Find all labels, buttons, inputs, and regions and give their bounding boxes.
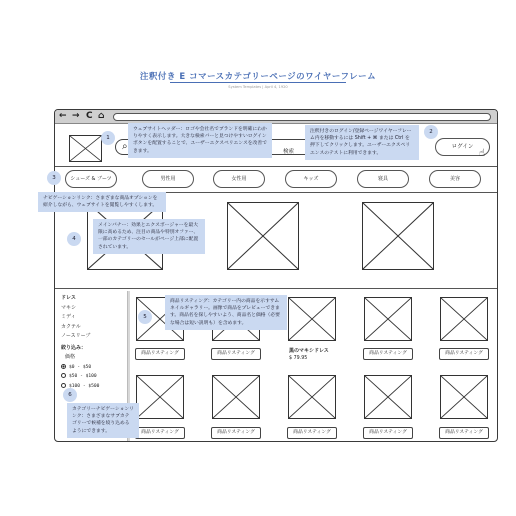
annotation-badge-3: 3	[47, 171, 61, 185]
product-image[interactable]	[364, 297, 412, 341]
forward-arrow-icon[interactable]: →	[72, 111, 80, 121]
annotation-6: カテゴリーナビゲーションリンク：さまざまなサブカテゴリーで候補を絞り込めるようにできます。	[67, 403, 139, 438]
annotation-badge-6: 6	[63, 388, 77, 402]
page-title: 注釈付き E コマースカテゴリーページのワイヤーフレーム	[139, 72, 377, 82]
title-underline	[170, 82, 346, 83]
nav-shoes-boots[interactable]: シューズ & ブーツ	[65, 170, 117, 188]
product-listing-button[interactable]: 商品リスティング	[211, 348, 261, 360]
product-image[interactable]	[288, 375, 336, 419]
price-label: 価格	[65, 354, 76, 360]
annotation-badge-1: 1	[101, 131, 115, 145]
product-image[interactable]	[440, 297, 488, 341]
filter-title: 絞り込み：	[61, 344, 87, 351]
product-listing-button[interactable]: 商品リスティング	[363, 348, 413, 360]
annotation-1: ウェブサイトヘッダー：ロゴや会社名でブランドを明確にわかりやすく表示します。大きな検索バーと見つけやすいログインボタンを配置することで、ユーザーエクスペリエンスを改善できます。	[128, 123, 272, 158]
banner-image[interactable]	[227, 202, 299, 270]
hand-cursor-icon: ☝	[479, 148, 486, 159]
product-price: $ 79.95	[289, 356, 308, 361]
browser-toolbar	[55, 110, 497, 124]
radio-icon[interactable]	[61, 383, 66, 388]
nav-men[interactable]: 男性用	[142, 170, 194, 188]
annotation-badge-5: 5	[138, 310, 152, 324]
product-name[interactable]: 黒のマキシドレス	[289, 348, 329, 354]
product-listing-button[interactable]: 商品リスティング	[439, 427, 489, 439]
sidebar-category-midi[interactable]: ミディ	[61, 314, 76, 320]
product-image[interactable]	[440, 375, 488, 419]
product-image[interactable]	[288, 297, 336, 341]
sidebar-category-cocktail[interactable]: カクテル	[61, 323, 81, 330]
banner-divider	[55, 288, 497, 289]
nav-beauty[interactable]: 美容	[429, 170, 481, 188]
product-image[interactable]	[136, 375, 184, 419]
logo-placeholder[interactable]	[69, 135, 102, 162]
sidebar-category-maxi[interactable]: マキシ	[61, 304, 76, 311]
product-listing-button[interactable]: 商品リスティング	[135, 427, 185, 439]
banner-image[interactable]	[362, 202, 434, 270]
back-arrow-icon[interactable]: ←	[59, 111, 67, 121]
annotation-badge-2: 2	[424, 125, 438, 139]
product-image[interactable]	[212, 375, 260, 419]
url-bar[interactable]	[113, 113, 491, 121]
annotation-badge-4: 4	[67, 232, 81, 246]
annotation-4: メインバナー：効果とエクスポージャーを最大限に高めるため、注目の商品や特別オファー、一部のカテゴリーのセールがページ上部に配置されています。	[93, 219, 205, 254]
annotation-5: 商品リスティング：カテゴリー内の商品を示すサムネイルギャラリー。画像で商品をプレビューできます。商品名を探しやすいよう、商品名と価格（必要な場合は短い説明も）を含めます。	[165, 295, 287, 330]
product-listing-button[interactable]: 商品リスティング	[135, 348, 185, 360]
home-icon[interactable]: ⌂	[98, 111, 105, 121]
refresh-icon[interactable]: C	[86, 111, 93, 121]
nav-women[interactable]: 女性用	[213, 170, 265, 188]
product-listing-button[interactable]: 商品リスティング	[363, 427, 413, 439]
page-subtitle: System Templates | April 4, 1920	[228, 85, 288, 89]
sidebar-category-dresses[interactable]: ドレス	[61, 295, 76, 301]
product-listing-button[interactable]: 商品リスティング	[211, 427, 261, 439]
header-divider	[55, 166, 497, 167]
nav-bedding[interactable]: 寝具	[357, 170, 409, 188]
nav-kids[interactable]: キッズ	[285, 170, 337, 188]
annotation-2: 注釈付きのログイン/登録ページワイヤーフレーム内を移動するには Shift + ⌘ または Ctrl を押下してクリックします。ユーザーエクスペリエンスのテストに利用できます。	[305, 125, 419, 160]
annotation-3: ナビゲーションリンク：さまざまな商品オプションを紹介しながら、ウェブサイトを閲覧しやすくします。	[38, 192, 166, 212]
price-option[interactable]: $50 - $100	[61, 372, 127, 382]
radio-selected-icon[interactable]	[61, 364, 66, 369]
product-image[interactable]	[364, 375, 412, 419]
price-option[interactable]: $0 - $50	[61, 363, 127, 373]
price-option[interactable]: $100 - $500	[61, 382, 127, 392]
sidebar-category-sleeveless[interactable]: ノースリーブ	[61, 333, 91, 339]
radio-icon[interactable]	[61, 373, 66, 378]
browser-window	[54, 109, 498, 442]
search-label: 検索	[283, 149, 295, 155]
login-button[interactable]: ログイン	[435, 138, 490, 156]
search-icon: ⌕	[122, 141, 128, 152]
product-listing-button[interactable]: 商品リスティング	[287, 427, 337, 439]
product-listing-button[interactable]: 商品リスティング	[439, 348, 489, 360]
